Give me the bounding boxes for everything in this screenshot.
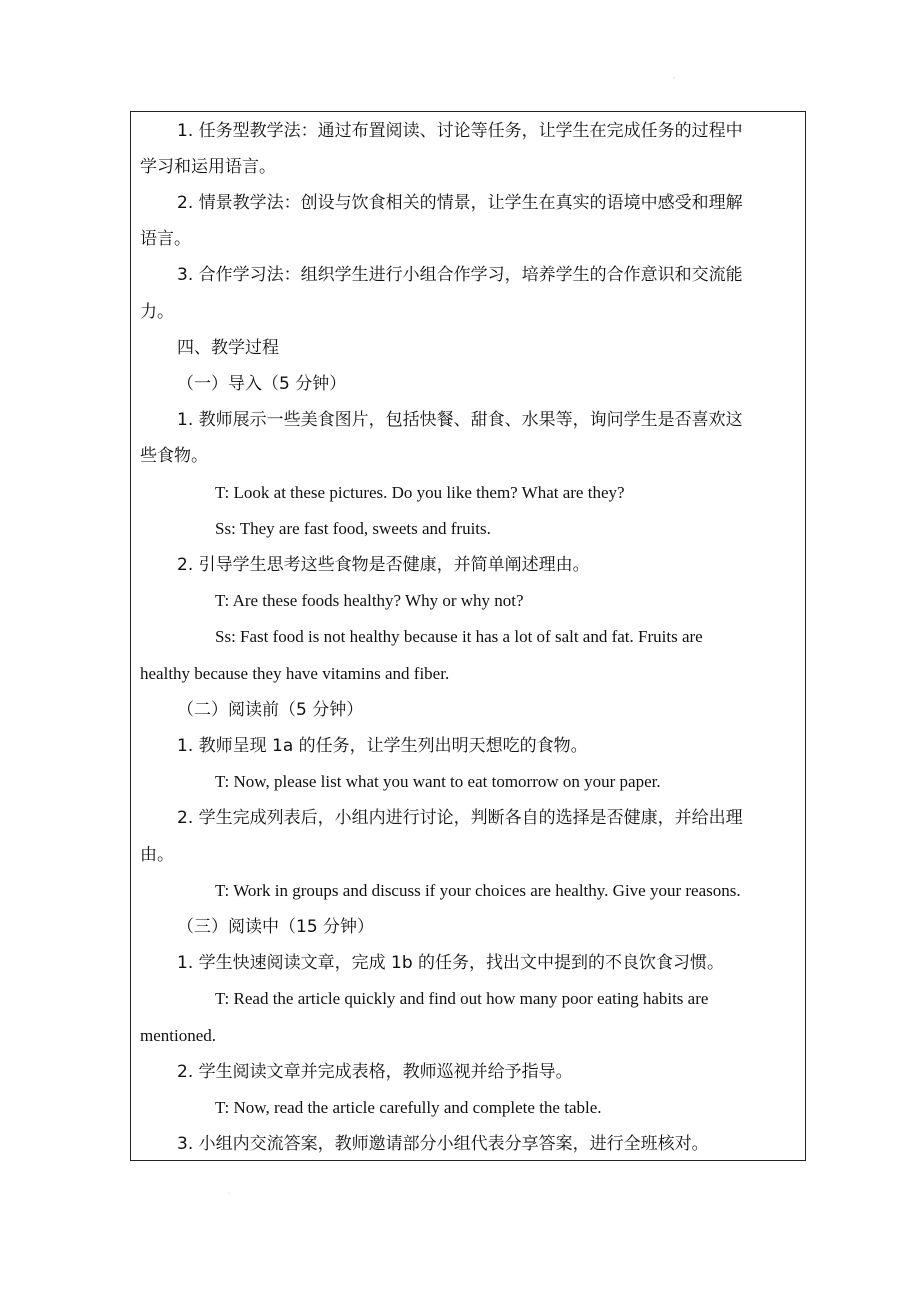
dialogue-line: mentioned. xyxy=(140,1026,217,1045)
text-line: 1. 任务型教学法：通过布置阅读、讨论等任务，让学生在完成任务的过程中 xyxy=(177,121,743,141)
page-mark-bottom: . xyxy=(228,1189,230,1196)
dialogue-line: Ss: They are fast food, sweets and fruits. xyxy=(215,519,491,538)
lesson-plan-table-cell xyxy=(130,111,806,1161)
dialogue-line: Ss: Fast food is not healthy because it has a lot of salt and fat. Fruits are xyxy=(215,627,703,646)
subsection-heading: （一）导入（5 分钟） xyxy=(177,374,347,394)
text-line: 2. 学生完成列表后，小组内进行讨论，判断各自的选择是否健康，并给出理 xyxy=(177,808,743,828)
text-line: 3. 合作学习法：组织学生进行小组合作学习，培养学生的合作意识和交流能 xyxy=(177,265,743,285)
dialogue-line: T: Now, please list what you want to eat tomorrow on your paper. xyxy=(215,772,661,791)
text-line: 1. 学生快速阅读文章，完成 1b 的任务，找出文中提到的不良饮食习惯。 xyxy=(177,953,725,973)
dialogue-line: T: Read the article quickly and find out how many poor eating habits are xyxy=(215,989,709,1008)
dialogue-line: T: Now, read the article carefully and complete the table. xyxy=(215,1098,602,1117)
subsection-heading: （三）阅读中（15 分钟） xyxy=(177,917,375,937)
text-line: 2. 情景教学法：创设与饮食相关的情景，让学生在真实的语境中感受和理解 xyxy=(177,193,743,213)
dialogue-line: T: Look at these pictures. Do you like them? What are they? xyxy=(215,483,625,502)
dialogue-line: healthy because they have vitamins and fiber. xyxy=(140,664,450,683)
page-mark-top: . xyxy=(673,73,675,80)
section-heading: 四、教学过程 xyxy=(177,338,279,358)
text-line: 3. 小组内交流答案，教师邀请部分小组代表分享答案，进行全班核对。 xyxy=(177,1134,709,1154)
dialogue-line: T: Work in groups and discuss if your choices are healthy. Give your reasons. xyxy=(215,881,741,900)
text-line: 力。 xyxy=(140,302,174,322)
text-line: 些食物。 xyxy=(140,446,208,466)
text-line: 2. 引导学生思考这些食物是否健康，并简单阐述理由。 xyxy=(177,555,590,575)
text-line: 2. 学生阅读文章并完成表格，教师巡视并给予指导。 xyxy=(177,1062,573,1082)
dialogue-line: T: Are these foods healthy? Why or why not? xyxy=(215,591,524,610)
text-line: 1. 教师展示一些美食图片，包括快餐、甜食、水果等，询问学生是否喜欢这 xyxy=(177,410,743,430)
text-line: 学习和运用语言。 xyxy=(140,157,276,177)
text-line: 1. 教师呈现 1a 的任务，让学生列出明天想吃的食物。 xyxy=(177,736,588,756)
text-line: 语言。 xyxy=(140,229,191,249)
subsection-heading: （二）阅读前（5 分钟） xyxy=(177,700,364,720)
text-line: 由。 xyxy=(140,845,174,865)
